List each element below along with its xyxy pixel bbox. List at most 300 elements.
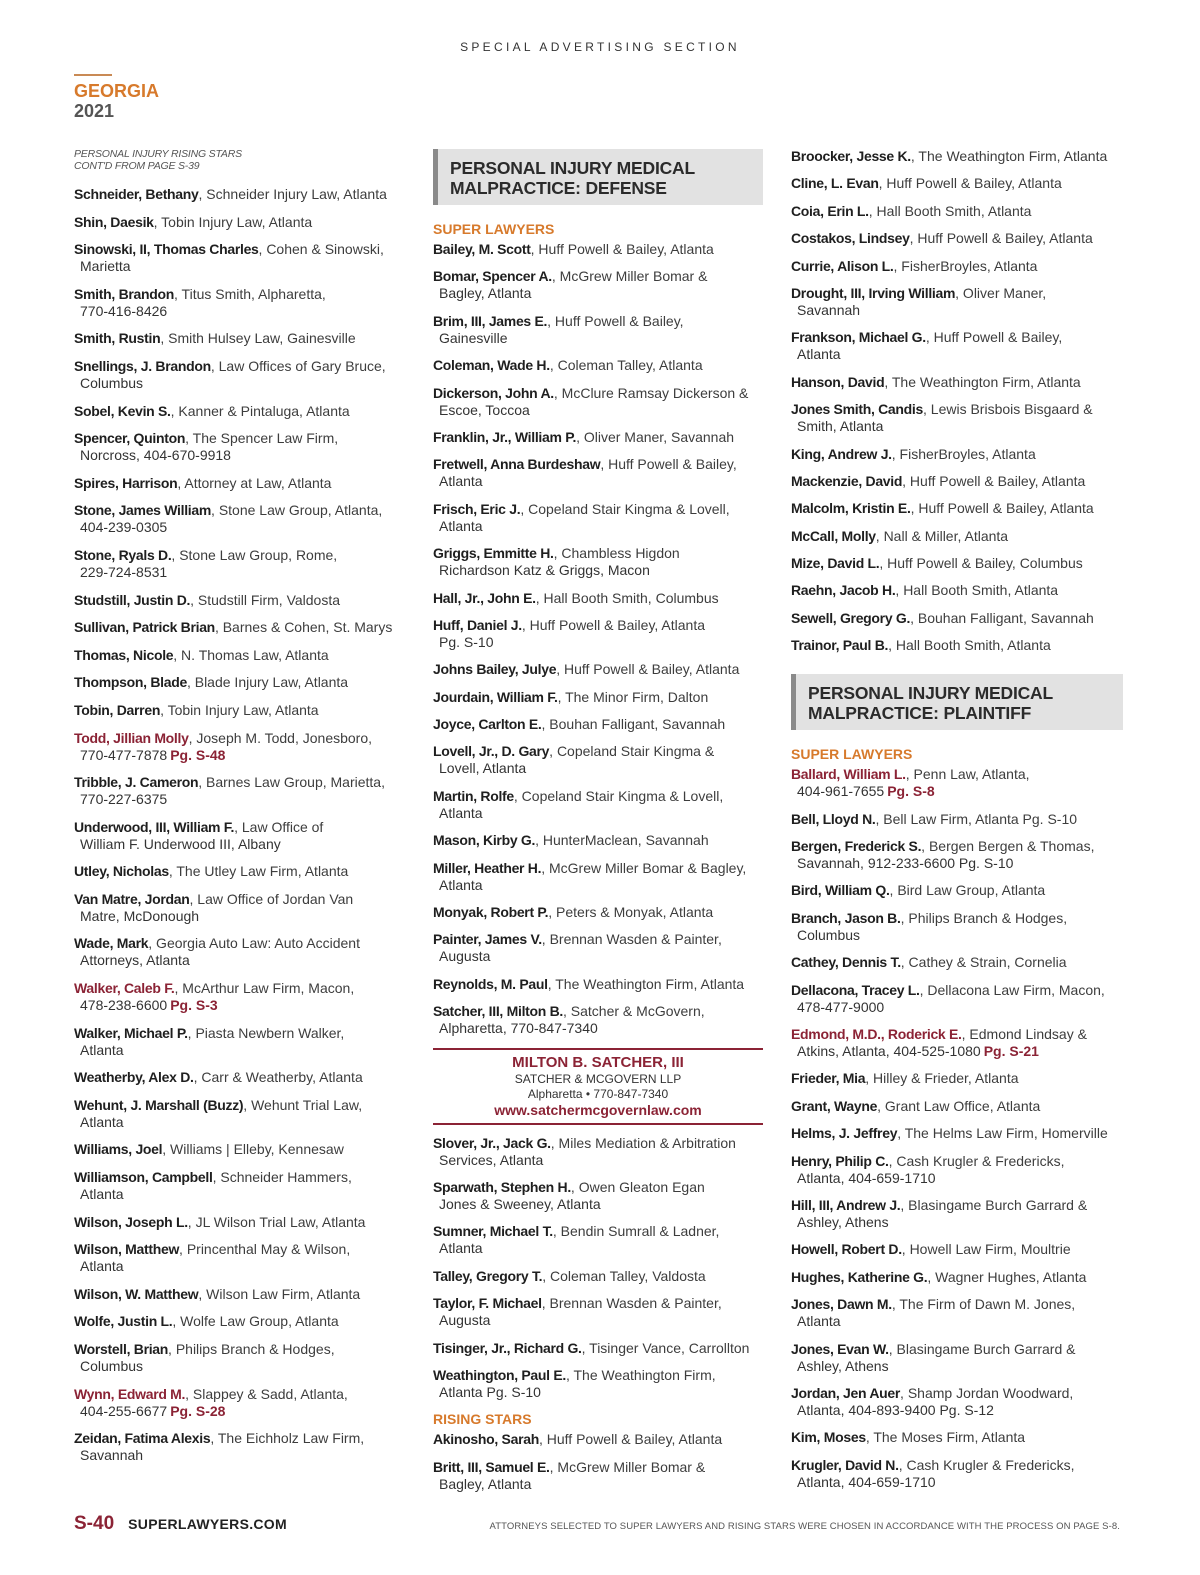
lawyer-name: Monyak, Robert P. [433,904,549,921]
lawyer-entry [74,774,406,808]
lawyer-firm-location: , Kanner & Pintaluga, Atlanta [170,402,350,419]
lawyer-detail: Atkins, Atlanta, 404-525-1080 [797,1042,981,1059]
lawyer-entry [433,716,763,733]
lawyer-entry [433,1003,763,1037]
lawyer-entry-continuation [74,952,406,969]
lawyer-firm-location: , The Weathington Firm, Atlanta [910,148,1108,164]
lawyer-detail: Attorneys, Atlanta [80,952,190,969]
lawyer-detail: Pg. S-10 [439,633,494,650]
lawyer-name: Weatherby, Alex D. [74,1069,194,1086]
lawyer-detail: Atlanta [80,1041,124,1058]
page-number: S-40 [74,1513,115,1534]
lawyer-entry-continuation [74,1186,406,1203]
lawyer-entry-continuation [74,303,406,320]
lawyer-entry [791,637,1123,654]
lawyer-firm-location: , Law Offices of Gary Bruce, [210,357,386,374]
lawyer-name: Thomas, Nicole [74,646,174,663]
lawyer-name: Sullivan, Patrick Brian [74,619,215,636]
lawyer-name: Drought, III, Irving William [791,284,956,301]
lawyer-firm-location: , Chambless Higdon [553,545,680,562]
lawyer-entry [74,1386,406,1420]
state-year: 2021 [74,101,115,121]
lawyer-firm-location: , Stone Law Group, Atlanta, [211,502,383,519]
lawyer-firm-location: , Hall Booth Smith, Columbus [535,589,719,606]
lawyer-name: Tobin, Darren [74,701,161,718]
lawyer-detail: 478-238-6600 [80,997,168,1014]
lawyer-name: Coia, Erin L. [791,202,869,219]
lawyer-entry-continuation [791,302,1123,319]
lawyer-name: Bailey, M. Scott [433,241,531,257]
lawyer-firm-location: , Cohen & Sinowski, [258,241,384,258]
ad-website-link[interactable]: www.satchermcgovernlaw.com [494,1101,702,1118]
lawyer-name: Currie, Alison L. [791,257,894,274]
lawyer-name: Schneider, Bethany [74,186,199,202]
lawyer-name: Raehn, Jacob H. [791,582,896,599]
lawyer-name: Jordan, Jen Auer [791,1384,901,1401]
lawyer-entry [74,358,406,392]
lawyer-list-defense-rising [433,1431,763,1492]
lawyer-entry [74,1241,406,1275]
lawyer-firm-location: , Blasingame Burch Garrard & [900,1196,1088,1213]
lawyer-firm-location: , The Weathington Firm, Atlanta [547,975,745,992]
lawyer-firm-location: , Bergen Bergen & Thomas, [921,838,1095,855]
lawyer-name: Cathey, Dennis T. [791,954,901,971]
lawyer-name: Reynolds, M. Paul [433,975,548,992]
section-title-line1: PERSONAL INJURY MEDICAL [450,158,695,178]
lawyer-name: Smith, Brandon [74,285,175,302]
lawyer-name: McCall, Molly [791,527,876,544]
lawyer-entry [791,555,1123,572]
lawyer-entry [433,1295,763,1329]
lawyer-firm-location: , McClure Ramsay Dickerson & [553,384,749,401]
lawyer-detail: 404-961-7655 [797,783,885,800]
lawyer-entry [791,374,1123,391]
lawyer-firm-location: , The Eichholz Law Firm, [210,1430,365,1447]
footer-left [74,1513,287,1535]
lawyer-entry [791,1385,1123,1419]
lawyer-name: Jones Smith, Candis [791,401,923,418]
lawyer-name: Helms, J. Jeffrey [791,1125,898,1142]
lawyer-name: Akinosho, Sarah [433,1431,539,1448]
lawyer-entry-continuation [791,1214,1123,1231]
lawyer-firm-location: , The Weathington Firm, Atlanta [884,373,1081,390]
lawyer-detail: Atlanta [797,346,841,363]
lawyer-detail: Matre, McDonough [80,907,200,924]
lawyer-name: Hill, III, Andrew J. [791,1196,901,1213]
lawyer-firm-location: , Copeland Stair Kingma & Lovell, [513,787,724,804]
lawyer-detail: Atlanta [80,1186,124,1203]
lawyer-entry-continuation [74,447,406,464]
lawyer-name: Hughes, Katherine G. [791,1268,928,1285]
lawyer-entry [433,904,763,921]
lawyer-entry-continuation [74,1042,406,1059]
lawyer-entry [433,788,763,822]
lawyer-name: Studstill, Justin D. [74,591,191,608]
lawyer-entry-continuation [791,1402,1123,1419]
lawyer-detail: Gainesville [439,329,508,346]
lawyer-name: King, Andrew J. [791,445,892,462]
lawyer-firm-location: , Wilson Law Firm, Atlanta [198,1285,361,1302]
lawyer-firm-location: , Huff Powell & Bailey, Atlanta [910,500,1094,517]
lawyer-list-plaintiff [791,766,1123,1490]
lawyer-entry [791,1241,1123,1258]
lawyer-firm-location: , Barnes Law Group, Marietta, [198,774,385,791]
lawyer-firm-location: , McGrew Miller Bomar & [549,1458,706,1475]
lawyer-entry [791,1026,1123,1060]
lawyer-entry [433,860,763,894]
lawyer-entry [791,500,1123,517]
lawyer-detail: Augusta [439,948,491,965]
rising-stars-label: RISING STARS [433,1411,532,1428]
lawyer-entry [74,430,406,464]
lawyer-name: Grant, Wayne [791,1097,878,1114]
lawyer-name: Walker, Caleb F. [74,980,175,997]
lawyer-name: Griggs, Emmitte H. [433,545,554,562]
lawyer-firm-location: , Huff Powell & Bailey, Atlanta [530,241,714,257]
lawyer-entry-continuation [791,1358,1123,1375]
lawyer-entry-continuation [791,1170,1123,1187]
lawyer-detail: Alpharetta, 770-847-7340 [439,1020,598,1037]
lawyer-entry [791,1269,1123,1286]
lawyer-firm-location: , JL Wilson Trial Law, Atlanta [187,1213,366,1230]
lawyer-name: Walker, Michael P. [74,1024,188,1041]
lawyer-list-defense-b [433,1135,763,1401]
lawyer-name: Van Matre, Jordan [74,890,190,907]
lawyer-firm-location: , Huff Powell & Bailey, Atlanta [521,616,705,633]
lawyer-detail: Atlanta, 404-893-9400 Pg. S-12 [797,1401,994,1418]
lawyer-name: Cline, L. Evan [791,175,879,192]
lawyer-firm-location: , Joseph M. Todd, Jonesboro, [188,729,373,746]
lawyer-detail: Augusta [439,1312,491,1329]
lawyer-entry [74,1141,406,1158]
lawyer-name: Hanson, David [791,373,885,390]
site-link[interactable]: SUPERLAWYERS.COM [128,1516,287,1532]
lawyer-entry-continuation [433,1240,763,1257]
lawyer-firm-location: , The Helms Law Firm, Homerville [897,1125,1108,1142]
lawyer-detail: 770-416-8426 [80,302,168,319]
lawyer-entry [433,1268,763,1285]
lawyer-firm-location: , Peters & Monyak, Atlanta [548,904,714,921]
lawyer-entry [791,910,1123,944]
lawyer-entry-continuation [433,1384,763,1401]
lawyer-name: Taylor, F. Michael [433,1295,542,1312]
lawyer-entry [74,1169,406,1203]
lawyer-firm-location: , Hall Booth Smith, Atlanta [895,582,1059,599]
lawyer-detail: Services, Atlanta [439,1151,544,1168]
lawyer-entry [74,403,406,420]
lawyer-firm-location: , Stone Law Group, Rome, [171,546,338,563]
lawyer-entry [433,617,763,651]
lawyer-list-rising-stars-contd [74,186,406,1464]
super-lawyers-label: SUPER LAWYERS [433,221,555,237]
lawyer-entry [74,819,406,853]
lawyer-firm-location: , McGrew Miller Bomar & [551,268,708,285]
lawyer-detail: Marietta [80,258,131,275]
lawyer-entry-continuation [433,1476,763,1493]
lawyer-firm-location: , The Utley Law Firm, Atlanta [168,863,349,880]
lawyer-entry [74,1341,406,1375]
lawyer-entry [74,647,406,664]
lawyer-firm-location: , HunterMaclean, Savannah [535,832,709,849]
lawyer-firm-location: , Law Office of Jordan Van [189,890,354,907]
lawyer-firm-location: , Miles Mediation & Arbitration [550,1134,736,1151]
lawyer-firm-location: , Oliver Maner, [955,284,1047,301]
lawyer-name: Jourdain, William F. [433,688,558,705]
lawyer-name: Sinowski, II, Thomas Charles [74,241,259,258]
lawyer-name: Lovell, Jr., D. Gary [433,743,550,760]
lawyer-firm-location: , Hall Booth Smith, Atlanta [888,637,1051,654]
lawyer-entry [791,954,1123,971]
lawyer-firm-location: , Bouhan Falligant, Savannah [541,716,726,733]
section-header: SPECIAL ADVERTISING SECTION [460,40,740,54]
lawyer-entry [74,1097,406,1131]
lawyer-entry [791,1197,1123,1231]
lawyer-entry [433,743,763,777]
lawyer-firm-location: , The Minor Firm, Dalton [557,688,709,705]
lawyer-entry-continuation [791,855,1123,872]
section-title-defense [433,149,763,205]
lawyer-name: Thompson, Blade [74,674,187,691]
lawyer-entry [791,1125,1123,1142]
section-title-line1: PERSONAL INJURY MEDICAL [808,683,1053,704]
lawyer-firm-location: , Grant Law Office, Atlanta [877,1097,1041,1114]
lawyer-firm-location: , Lewis Brisbois Bisgaard & [923,401,1093,418]
page-reference: Pg. S-8 [887,783,935,800]
lawyer-name: Todd, Jillian Molly [74,729,189,746]
lawyer-list-defense-a [433,241,763,1037]
lawyer-entry [791,285,1123,319]
lawyer-entry-continuation [433,634,763,651]
lawyer-entry [791,528,1123,545]
lawyer-entry [791,401,1123,435]
lawyer-detail: Richardson Katz & Griggs, Macon [439,562,650,579]
lawyer-entry [791,230,1123,247]
section-title-line2: MALPRACTICE: DEFENSE [450,178,667,198]
lawyer-name: Bomar, Spencer A. [433,268,552,285]
lawyer-entry [74,1069,406,1086]
lawyer-name: Utley, Nicholas [74,863,169,880]
lawyer-firm-location: , Huff Powell & Bailey, [600,456,737,473]
lawyer-firm-location: , Philips Branch & Hodges, [900,909,1068,926]
lawyer-entry [74,502,406,536]
lawyer-detail: Ashley, Athens [797,1357,889,1374]
lawyer-name: Dickerson, John A. [433,384,554,401]
lawyer-firm-location: , Bendin Sumrall & Ladner, [552,1223,720,1240]
lawyer-name: Kim, Moses [791,1429,866,1446]
lawyer-entry-continuation [74,1258,406,1275]
lawyer-detail: Columbus [797,926,861,943]
page-reference: Pg. S-28 [170,1402,226,1419]
lawyer-firm-location: , Coleman Talley, Valdosta [542,1267,706,1284]
lawyer-entry [74,702,406,719]
lawyer-name: Malcolm, Kristin E. [791,500,911,517]
lawyer-firm-location: , FisherBroyles, Atlanta [891,445,1036,462]
lawyer-name: Sewell, Gregory G. [791,609,911,626]
lawyer-detail: Atlanta, 404-659-1710 [797,1473,936,1490]
lawyer-name: Wynn, Edward M. [74,1385,186,1402]
lawyer-firm-location: , Georgia Auto Law: Auto Accident [148,935,360,952]
lawyer-detail: Atlanta [439,804,483,821]
lawyer-detail: 404-239-0305 [80,519,168,536]
lawyer-firm-location: , Cash Krugler & Fredericks, [888,1152,1065,1169]
lawyer-entry [433,1223,763,1257]
column-middle [433,149,763,1503]
lawyer-firm-location: , Coleman Talley, Atlanta [549,357,703,374]
lawyer-firm-location: , Oliver Maner, Savannah [576,428,735,445]
lawyer-entry-continuation [433,518,763,535]
lawyer-entry [791,1296,1123,1330]
lawyer-detail: Columbus [80,1358,144,1374]
lawyer-detail: 229-724-8531 [80,563,168,580]
lawyer-name: Satcher, III, Milton B. [433,1003,564,1020]
lawyer-firm-location: , Philips Branch & Hodges, [168,1341,335,1357]
lawyer-entry [433,590,763,607]
lawyer-entry [791,329,1123,363]
advertisement-box[interactable] [433,1048,763,1125]
lawyer-entry [791,148,1123,165]
lawyer-name: Weathington, Paul E. [433,1366,566,1383]
lawyer-entry [74,475,406,492]
lawyer-entry-continuation [433,402,763,419]
lawyer-entry-continuation [791,1313,1123,1330]
lawyer-entry [791,882,1123,899]
section-title-plaintiff [791,674,1123,730]
lawyer-name: Underwood, III, William F. [74,818,235,835]
lawyer-entry [433,241,763,258]
lawyer-detail: Bagley, Atlanta [439,285,532,302]
lawyer-name: Wade, Mark [74,935,149,952]
lawyer-firm-location: , Blade Injury Law, Atlanta [186,674,349,691]
lawyer-firm-location: , McArthur Law Firm, Macon, [174,980,355,997]
lawyer-firm-location: , Slappey & Sadd, Atlanta, [185,1385,348,1402]
lawyer-name: Sparwath, Stephen H. [433,1178,571,1195]
lawyer-entry-continuation [433,948,763,965]
lawyer-entry [74,186,406,203]
lawyer-entry [74,730,406,764]
lawyer-entry-continuation [433,805,763,822]
lawyer-list-defense-rising-contd [791,148,1123,654]
lawyer-entry-continuation [74,836,406,853]
lawyer-entry-continuation [74,564,406,581]
lawyer-entry [433,1179,763,1213]
lawyer-entry [791,982,1123,1016]
lawyer-name: Snellings, J. Brandon [74,357,211,374]
lawyer-detail: Savannah [80,1447,144,1464]
lawyer-entry-continuation [74,791,406,808]
lawyer-firm-location: , Brennan Wasden & Painter, [541,931,722,948]
lawyer-entry [74,980,406,1014]
lawyer-entry [433,429,763,446]
lawyer-name: Worstell, Brian [74,1341,169,1357]
column-right [791,148,1123,1501]
lawyer-entry [433,931,763,965]
lawyer-detail: 770-227-6375 [80,791,168,808]
lawyer-entry [74,1025,406,1059]
lawyer-detail: Smith, Atlanta [797,418,884,435]
super-lawyers-label: SUPER LAWYERS [791,746,913,763]
lawyer-entry [74,619,406,636]
lawyer-name: Henry, Philip C. [791,1152,889,1169]
lawyer-name: Huff, Daniel J. [433,616,522,633]
lawyer-firm-location: , Piasta Newbern Walker, [187,1024,345,1041]
lawyer-entry [433,268,763,302]
lawyer-entry [74,1313,406,1330]
lawyer-name: Williamson, Campbell [74,1169,213,1186]
lawyer-entry-continuation [791,1043,1123,1060]
lawyer-name: Stone, Ryals D. [74,546,172,563]
lawyer-entry-continuation [74,375,406,392]
lawyer-name: Mackenzie, David [791,472,903,489]
lawyer-firm-location: , Smith Hulsey Law, Gainesville [160,330,356,347]
lawyer-firm-location: , Edmond Lindsay & [961,1025,1087,1042]
lawyer-firm-location: , The Weathington Firm, [565,1366,716,1383]
lawyer-entry [433,1431,763,1448]
ad-contact: Alpharetta • 770-847-7340 [527,1086,669,1101]
lawyer-entry-continuation [433,1152,763,1169]
lawyer-entry [791,582,1123,599]
lawyer-name: Wilson, Joseph L. [74,1213,188,1230]
lawyer-name: Bergen, Frederick S. [791,838,922,855]
lawyer-entry [433,832,763,849]
lawyer-firm-location: , Attorney at Law, Atlanta [177,474,332,491]
lawyer-name: Dellacona, Tracey L. [791,981,920,998]
lawyer-firm-location: , Tobin Injury Law, Atlanta [160,701,319,718]
lawyer-entry [433,976,763,993]
lawyer-entry-continuation [74,997,406,1014]
lawyer-firm-location: , Cash Krugler & Fredericks, [898,1456,1075,1473]
lawyer-entry [74,330,406,347]
continued-note-line1: PERSONAL INJURY RISING STARS [74,148,242,160]
lawyer-firm-location: , Bouhan Falligant, Savannah [910,609,1094,626]
lawyer-entry-continuation [433,330,763,347]
lawyer-entry-continuation [433,1020,763,1037]
lawyer-entry-continuation [74,519,406,536]
lawyer-entry [791,811,1123,828]
lawyer-name: Tisinger, Jr., Richard G. [433,1339,582,1356]
lawyer-firm-location: , Brennan Wasden & Painter, [541,1295,722,1312]
lawyer-entry [791,175,1123,192]
lawyer-name: Martin, Rolfe [433,787,514,804]
lawyer-detail: Norcross, 404-670-9918 [80,447,231,464]
lawyer-name: Hall, Jr., John E. [433,589,536,606]
lawyer-entry [791,1341,1123,1375]
lawyer-entry-continuation [433,1312,763,1329]
lawyer-firm-location: , The Firm of Dawn M. Jones, [891,1296,1076,1313]
lawyer-name: Miller, Heather H. [433,859,542,876]
lawyer-firm-location: , Barnes & Cohen, St. Marys [214,619,393,636]
lawyer-name: Frankson, Michael G. [791,329,926,346]
lawyer-entry-continuation [74,1358,406,1375]
lawyer-entry-continuation [74,1403,406,1420]
lawyer-firm-location: , Huff Powell & Bailey, Atlanta [902,472,1086,489]
lawyer-firm-location: , McGrew Miller Bomar & Bagley, [541,859,747,876]
lawyer-entry [74,935,406,969]
lawyer-name: Fretwell, Anna Burdeshaw [433,456,601,473]
lawyer-detail: Escoe, Toccoa [439,401,530,418]
lawyer-firm-location: , Wolfe Law Group, Atlanta [172,1313,339,1330]
lawyer-firm-location: , Huff Powell & Bailey, [547,312,684,329]
lawyer-detail: 478-477-9000 [797,998,885,1015]
lawyer-entry [791,1070,1123,1087]
lawyer-entry [433,545,763,579]
lawyer-firm-location: , Tisinger Vance, Carrollton [581,1339,750,1356]
lawyer-firm-location: , Carr & Weatherby, Atlanta [193,1069,363,1086]
lawyer-name: Bell, Lloyd N. [791,810,876,827]
lawyer-entry [791,610,1123,627]
lawyer-entry [433,313,763,347]
lawyer-entry-continuation [74,747,406,764]
lawyer-name: Broocker, Jesse K. [791,148,911,164]
